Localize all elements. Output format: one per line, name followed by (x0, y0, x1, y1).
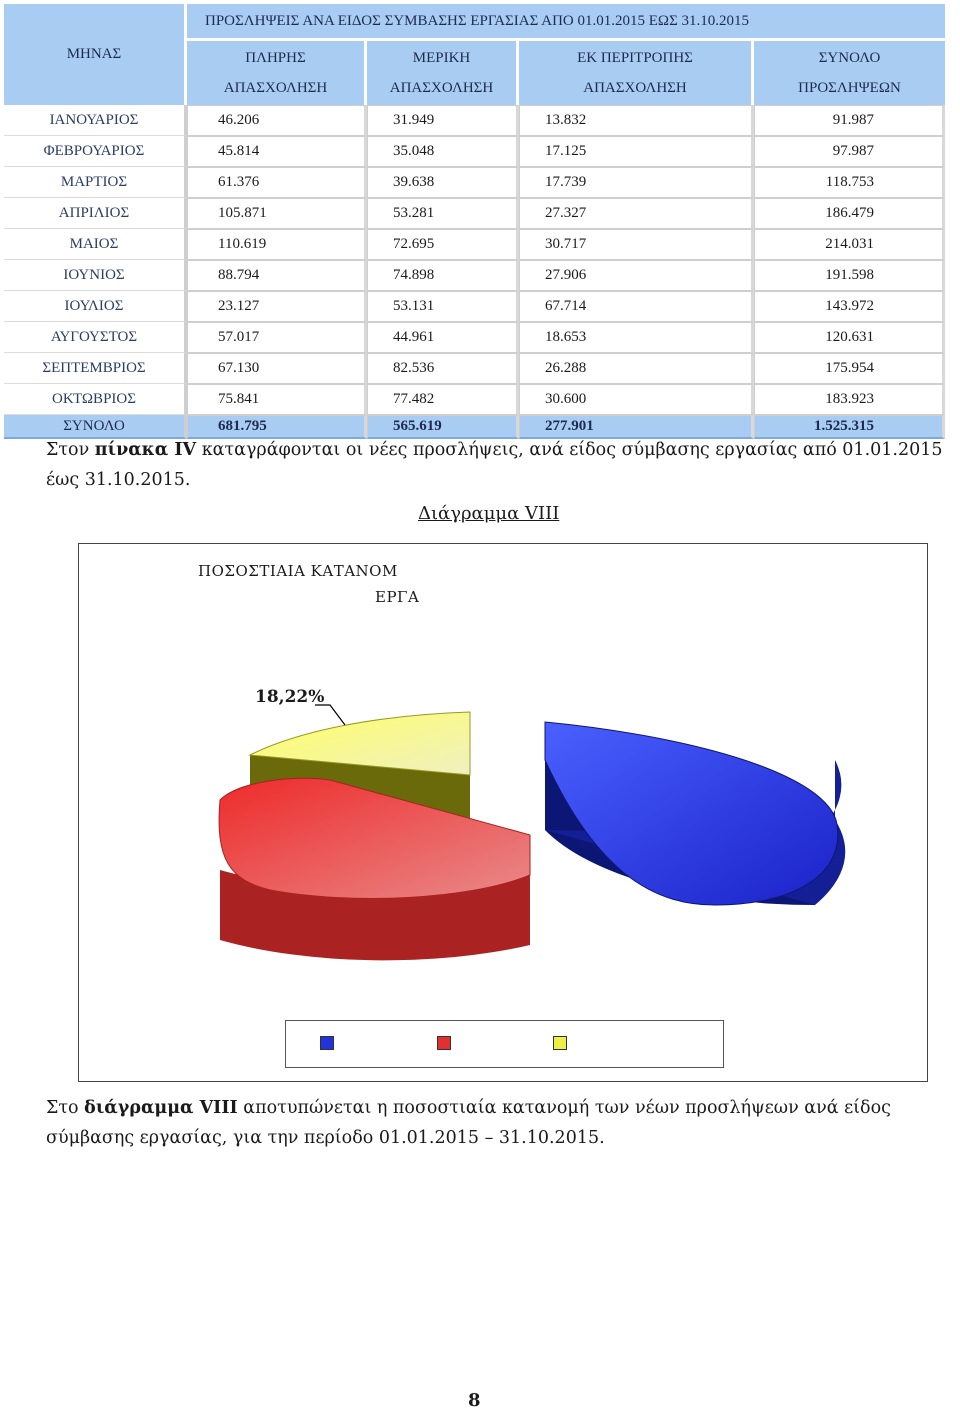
value-rotation: 27.327 (519, 198, 754, 229)
value-total: 91.987 (754, 105, 945, 136)
value-full: 110.619 (187, 229, 367, 260)
value-rotation: 26.288 (519, 353, 754, 384)
page-number: 8 (468, 1390, 481, 1411)
total-full: 681.795 (187, 415, 367, 439)
value-full: 57.017 (187, 322, 367, 353)
diagram-title: Διάγραμμα VIII (418, 503, 560, 524)
month-name: ΙΑΝΟΥΑΡΙΟΣ (4, 105, 187, 136)
pie-slice-red (219, 778, 530, 898)
month-header: ΜΗΝΑΣ (4, 4, 187, 105)
value-total: 97.987 (754, 136, 945, 167)
value-part: 53.281 (367, 198, 519, 229)
value-full: 23.127 (187, 291, 367, 322)
total-label: ΣΥΝΟΛΟ (4, 415, 187, 439)
month-name: ΙΟΥΛΙΟΣ (4, 291, 187, 322)
diagram-reference: διάγραμμα VIII (84, 1098, 238, 1118)
value-total: 120.631 (754, 322, 945, 353)
value-rotation: 67.714 (519, 291, 754, 322)
value-part: 53.131 (367, 291, 519, 322)
table-reference: πίνακα IV (94, 440, 197, 460)
value-total: 175.954 (754, 353, 945, 384)
value-part: 44.961 (367, 322, 519, 353)
month-name: ΜΑΡΤΙΟΣ (4, 167, 187, 198)
legend-swatch-blue (320, 1036, 334, 1050)
month-name: ΣΕΠΤΕΜΒΡΙΟΣ (4, 353, 187, 384)
value-rotation: 27.906 (519, 260, 754, 291)
column-header-total: ΣΥΝΟΛΟ ΠΡΟΣΛΗΨΕΩΝ (798, 50, 901, 96)
value-total: 143.972 (754, 291, 945, 322)
chart-title-line1: ΠΟΣΟΣΤΙΑΙΑ ΚΑΤΑΝΟΜ (198, 562, 398, 580)
month-name: ΑΠΡΙΛΙΟΣ (4, 198, 187, 229)
value-full: 67.130 (187, 353, 367, 384)
value-rotation: 17.125 (519, 136, 754, 167)
value-part: 39.638 (367, 167, 519, 198)
value-total: 214.031 (754, 229, 945, 260)
column-header-part: ΜΕΡΙΚΗ ΑΠΑΣΧΟΛΗΣΗ (367, 41, 519, 105)
month-name: ΑΥΓΟΥΣΤΟΣ (4, 322, 187, 353)
paragraph-table-description: Στον πίνακα IV καταγράφονται οι νέες προσλήψεις, ανά είδος σύμβασης εργασίας από 01.01.2015 έως 31.10.2015. (46, 440, 943, 490)
column-header-rotation: ΕΚ ΠΕΡΙΤΡΟΠΗΣ ΑΠΑΣΧΟΛΗΣΗ (519, 41, 754, 105)
total-part: 565.619 (367, 415, 519, 439)
table-title: ΠΡΟΣΛΗΨΕΙΣ ΑΝΑ ΕΙΔΟΣ ΣΥΜΒΑΣΗΣ ΕΡΓΑΣΙΑΣ ΑΠΟ 01.01.2015 ΕΩΣ 31.10.2015 (187, 4, 945, 41)
pie-slice-blue (545, 722, 838, 905)
value-part: 77.482 (367, 384, 519, 415)
month-name: ΟΚΤΩΒΡΙΟΣ (4, 384, 187, 415)
value-full: 105.871 (187, 198, 367, 229)
value-part: 35.048 (367, 136, 519, 167)
column-header-full: ΠΛΗΡΗΣ ΑΠΑΣΧΟΛΗΣΗ (187, 41, 367, 105)
pie-label-leader (315, 705, 345, 725)
legend-swatch-yellow (553, 1036, 567, 1050)
value-part: 72.695 (367, 229, 519, 260)
value-part: 31.949 (367, 105, 519, 136)
month-name: ΙΟΥΝΙΟΣ (4, 260, 187, 291)
value-total: 186.479 (754, 198, 945, 229)
pie-data-label: 18,22% (255, 687, 325, 707)
value-rotation: 30.717 (519, 229, 754, 260)
month-name: ΜΑΙΟΣ (4, 229, 187, 260)
value-part: 82.536 (367, 353, 519, 384)
value-rotation: 30.600 (519, 384, 754, 415)
value-full: 61.376 (187, 167, 367, 198)
value-total: 118.753 (754, 167, 945, 198)
value-total: 191.598 (754, 260, 945, 291)
value-total: 183.923 (754, 384, 945, 415)
value-full: 75.841 (187, 384, 367, 415)
legend-swatch-red (437, 1036, 451, 1050)
chart-legend (285, 1020, 724, 1068)
value-full: 45.814 (187, 136, 367, 167)
month-name: ΦΕΒΡΟΥΑΡΙΟΣ (4, 136, 187, 167)
value-part: 74.898 (367, 260, 519, 291)
paragraph-diagram-description: Στο διάγραμμα VIII αποτυπώνεται η ποσοστιαία κατανομή των νέων προσλήψεων ανά είδος σύμβασης εργασίας, για την περίοδο 01.01.2015 – 31.10.2015. (46, 1098, 891, 1148)
value-rotation: 17.739 (519, 167, 754, 198)
value-rotation: 18.653 (519, 322, 754, 353)
total-rotation: 277.901 (519, 415, 754, 439)
value-rotation: 13.832 (519, 105, 754, 136)
chart-title-line2: ΕΡΓΑ (375, 588, 420, 606)
total-overall: 1.525.315 (754, 415, 945, 439)
value-full: 46.206 (187, 105, 367, 136)
value-full: 88.794 (187, 260, 367, 291)
